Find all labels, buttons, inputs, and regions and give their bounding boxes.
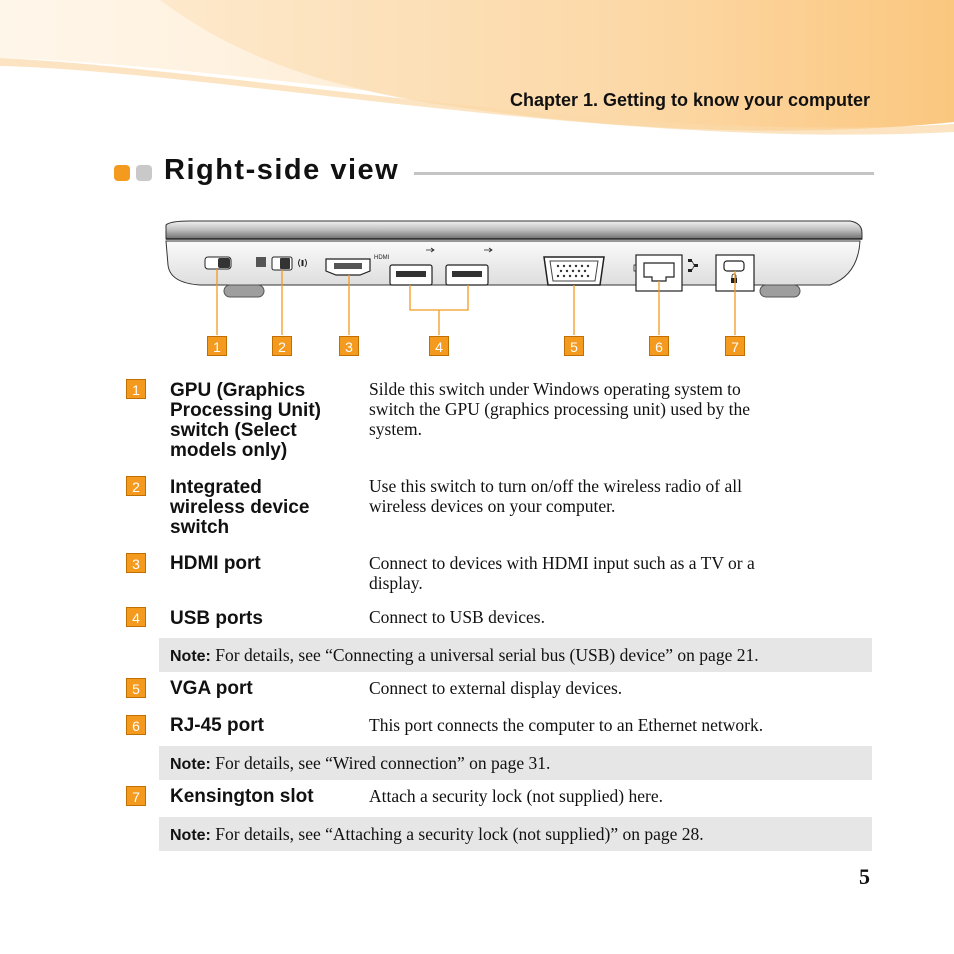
entry-number: 3 [126,553,146,573]
diagram-callout-6: 6 [649,336,669,356]
section-heading [114,152,874,192]
note-usb [159,638,872,672]
page-number: 5 [859,864,870,889]
entry-description: Attach a security lock (not supplied) here. [369,786,663,806]
entry-number: 5 [126,678,146,698]
diagram-callout-7: 7 [725,336,745,356]
note-wired [159,746,872,780]
header-swoosh [0,0,954,150]
entry-description: Connect to external display devices. [369,678,623,698]
chapter-heading: Chapter 1. Getting to know your computer [509,90,870,110]
note-text: For details, see “Attaching a security lock (not supplied)” on page 28. [215,824,704,844]
entry-number: 4 [126,607,146,627]
entry-description: This port connects the computer to an Ethernet network. [369,715,764,735]
entry-term: Kensington slot [170,786,314,807]
note-label: Note: [170,756,211,773]
entry-description: Connect to devices with HDMI input such as a TV or a display. [369,553,755,593]
entry-number: 1 [126,379,146,399]
entry-number: 6 [126,715,146,735]
diagram-callout-4: 4 [429,336,449,356]
note-label: Note: [170,827,211,844]
hdmi-port-label: HDMI [374,255,390,261]
entry-term: RJ-45 port [170,715,264,736]
note-security-lock [159,817,872,851]
entry-term: Integrated wireless device switch [170,477,310,538]
entry-term: HDMI port [170,553,261,574]
diagram-callout-3: 3 [339,336,359,356]
entry-number: 2 [126,476,146,496]
laptop-right-side-illustration [160,215,870,365]
entry-description: Use this switch to turn on/off the wireless radio of all wireless devices on your computer. [369,476,742,516]
entry-term: GPU (Graphics Processing Unit) switch (Select models only) [170,380,321,461]
entry-number: 7 [126,786,146,806]
heading-rule [414,172,874,175]
entry-term: USB ports [170,608,263,629]
gray-bullet-icon [136,165,152,181]
section-title: Right-side view [164,154,400,186]
orange-bullet-icon [114,165,130,181]
diagram-callout-1: 1 [207,336,227,356]
note-text: For details, see “Connecting a universal serial bus (USB) device” on page 21. [215,645,759,665]
note-label: Note: [170,648,211,665]
entry-description: Silde this switch under Windows operating system to switch the GPU (graphics processing unit) used by the system. [369,379,751,439]
note-text: For details, see “Wired connection” on page 31. [215,753,551,773]
diagram-callout-5: 5 [564,336,584,356]
diagram-callout-2: 2 [272,336,292,356]
entry-description: Connect to USB devices. [369,607,545,627]
entry-term: VGA port [170,678,253,699]
